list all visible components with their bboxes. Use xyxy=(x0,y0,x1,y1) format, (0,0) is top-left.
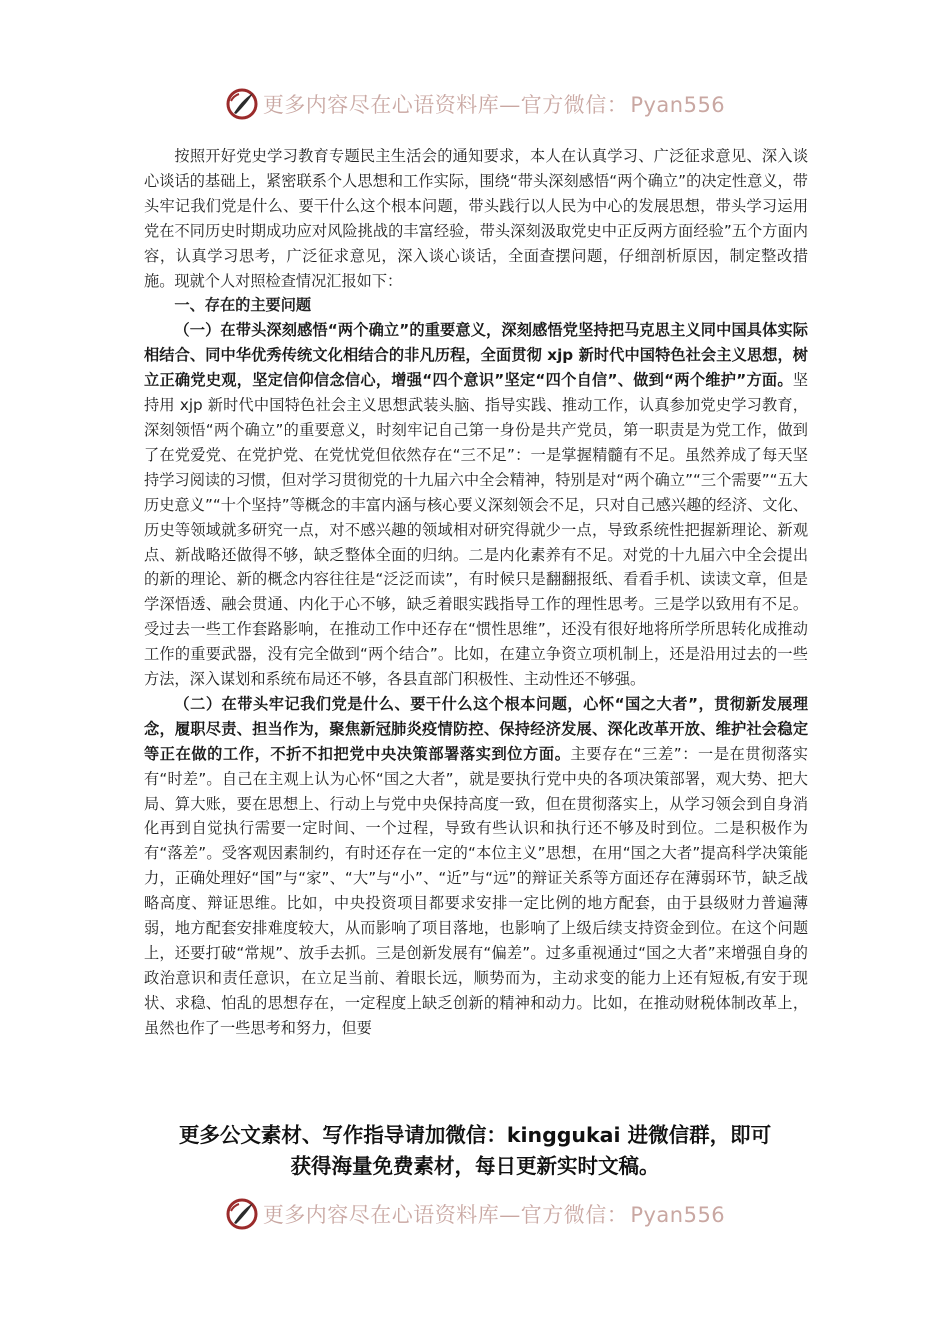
item-1-body: 坚持用 xjp 新时代中国特色社会主义思想武装头脑、指导实践、推动工作，认真参加党史学习教育，深刻领悟“两个确立”的重要意义，时刻牢记自己第一身份是共产党员，第一职责是为党工作，做到了在党爱党、在党护党、在党忧党但依然存在“三不足”：一是掌握精髓有不足。虽然养成了每天坚持学习阅读的习惯，但对学习贯彻党的十九届六中全会精神，特别是对“两个确立”“三个需要”“五大历史意义”“十个坚持”等概念的丰富内涵与核心要义深刻领会不足，只对自己感兴趣的经济、文化、历史等领域就多研究一点，对不感兴趣的领域相对研究得就少一点，导致系统性把握新理论、新观点、新战略还做得不够，缺乏整体全面的归纳。二是内化素养有不足。对党的十九届六中全会提出的新的理论、新的概念内容往往是“泛泛而读”，有时候只是翻翻报纸、看看手机、读读文章，但是学深悟透、融会贯通、内化于心不够，缺乏着眼实践指导工作的理性思考。三是学以致用有不足。受过去一些工作套路影响，在推动工作中还存在“惯性思维”，还没有很好地将所学所思转化成推动工作的重要武器，没有完全做到“两个结合”。比如，在建立争资立项机制上，还是沿用过去的一些方法，深入谋划和系统布局还不够，各县直部门积极性、主动性还不够强。 xyxy=(144,371,808,689)
item-2-body: 主要存在“三差”：一是在贯彻落实有“时差”。自己在主观上认为心怀“国之大者”，就是要执行党中央的各项决策部署，观大势、把大局、算大账，要在思想上、行动上与党中央保持高度一致，但在贯彻落实上，从学习领会到自身消化再到自觉执行需要一定时间、一个过程，导致有些认识和执行还不够及时到位。二是积极作为有“落差”。受客观因素制约，有时还存在一定的“本位主义”思想，在用“国之大者”提高科学决策能力，正确处理好“国”与“家”、“大”与“小”、“近”与“远”的辩证关系等方面还存在薄弱环节，缺乏战略高度、辩证思维。比如，中央投资项目都要求安排一定比例的地方配套，由于县级财力普遍薄弱，地方配套安排难度较大，从而影响了项目落地，也影响了上级后续支持资金到位。在这个问题上，还要打破“常规”、放手去抓。三是创新发展有“偏差”。过多重视通过“国之大者”来增强自身的政治意识和责任意识，在立足当前、着眼长远，顺势而为，主动求变的能力上还有短板,有安于现状、求稳、怕乱的思想存在，一定程度上缺乏创新的精神和动力。比如，在推动财税体制改革上，虽然也作了一些思考和努力，但要 xyxy=(144,744,808,1037)
footer-banner xyxy=(0,1192,950,1236)
promo-line-1: 更多公文素材、写作指导请加微信：kinggukai 进微信群，即可 xyxy=(178,1123,772,1147)
item-1-paragraph xyxy=(144,318,808,692)
item-1-title: （一）在带头深刻感悟“两个确立”的重要意义，深刻感悟党坚持把马克思主义同中国具体实际相结合、同中华优秀传统文化相结合的非凡历程，全面贯彻 xjp 新时代中国特色社会主义思想，树立正确党史观，坚定信仰信念信心，增强“四个意识”坚定“四个自信”、做到“两个维护”方面。 xyxy=(144,321,808,390)
section-heading: 一、存在的主要问题 xyxy=(174,296,312,315)
intro-paragraph: 按照开好党史学习教育专题民主生活会的通知要求，本人在认真学习、广泛征求意见、深入谈心谈话的基础上，紧密联系个人思想和工作实际，围绕“带头深刻感悟“两个确立”的决定性意义，带头牢记我们党是什么、要干什么这个根本问题，带头践行以人民为中心的发展思想，带头学习运用党在不同历史时期成功应对风险挑战的丰富经验，带头深刻汲取党史中正反两方面经验”五个方面内容，认真学习思考，广泛征求意见，深入谈心谈话，全面查摆问题，仔细剖析原因，制定整改措施。现就个人对照检查情况汇报如下： xyxy=(144,147,808,290)
wechat-handle: Pyan556 xyxy=(630,93,726,117)
item-2-title: （二）在带头牢记我们党是什么、要干什么这个根本问题，心怀“国之大者”，贯彻新发展理念，履职尽责、担当作为，聚焦新冠肺炎疫情防控、保持经济发展、深化改革开放、维护社会稳定等正在做的工作，不折不扣把党中央决策部署落实到位方面。 xyxy=(144,694,808,763)
wechat-handle: Pyan556 xyxy=(630,1203,726,1227)
promo-line-2: 获得海量免费素材，每日更新实时文稿。 xyxy=(290,1154,660,1178)
promo-notice xyxy=(120,1120,830,1182)
quill-seal-icon xyxy=(225,87,259,121)
quill-seal-icon xyxy=(225,1197,259,1231)
banner-text: 更多内容尽在心语资料库—官方微信：Pyan556 xyxy=(262,1203,726,1227)
banner-text: 更多内容尽在心语资料库—官方微信：Pyan556 xyxy=(262,93,726,117)
item-2-paragraph xyxy=(144,692,808,1041)
header-banner xyxy=(0,82,950,126)
article-body xyxy=(144,144,808,1114)
